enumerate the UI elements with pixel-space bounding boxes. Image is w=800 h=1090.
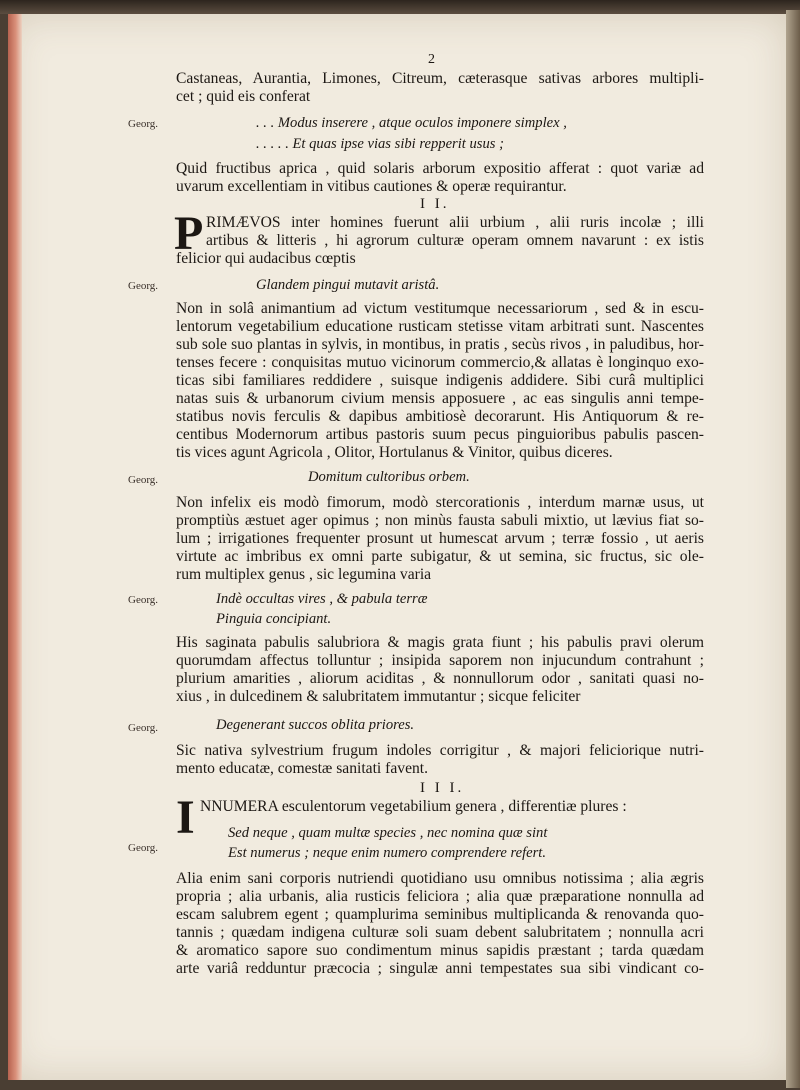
text-line: propria ; alia urbanis, alia rusticis feliciora ; alia quæ præparatione nonnulla ad — [176, 888, 704, 905]
drop-capital: I — [176, 791, 195, 844]
text-line: felicior qui audacibus cœptis — [176, 250, 356, 267]
margin-note: Georg. — [128, 722, 159, 734]
text-line: mento educatæ, comestæ sanitati favent. — [176, 760, 429, 777]
margin-note: Georg. — [128, 474, 159, 486]
text-line: cet ; quid eis conferat — [176, 88, 311, 105]
text-line: ticas sibi familiares reddidere , suisque indigenis addidere. Sibi curâ multiplici — [176, 372, 704, 389]
verse-line: Est numerus ; neque enim numero comprendere refert. — [228, 845, 547, 861]
red-page-edge — [8, 14, 22, 1080]
text-line: Castaneas, Aurantia, Limones, Citreum, cæterasque sativas arbores multipli- — [176, 70, 704, 87]
verse-line: Degenerant succos oblita priores. — [216, 717, 415, 733]
text-line: Quid fructibus aprica , quid solaris arborum expositio afferat : quot variæ ad — [176, 160, 704, 177]
text-line: artibus & litteris , hi agrorum culturæ operam omnem navarunt : ex istis — [206, 232, 704, 249]
text-line: & aromatico sapore suo condimentum minus sapidis præstant ; tarda quædam — [176, 942, 704, 959]
verse-line: . . . . . Et quas ipse vias sibi repperit usus ; — [256, 136, 504, 152]
text-line: xius , in dulcedinem & salubritatem immutantur ; sicque feliciter — [176, 688, 581, 705]
text-line: natas suis & urbanorum civium mensis apposuere , ac eas singulis anni tempe- — [176, 390, 704, 407]
verse-line: Domitum cultoribus orbem. — [308, 469, 470, 485]
section-heading: I I I. — [420, 780, 465, 796]
verse-line: . . . Modus inserere , atque oculos imponere simplex , — [256, 115, 567, 131]
right-page-edge — [786, 10, 800, 1088]
text-line: tis vices agunt Agricola , Olitor, Hortulanus & Vinitor, quibus diceres. — [176, 444, 613, 461]
margin-note: Georg. — [128, 594, 159, 606]
verse-line: Sed neque , quam multæ species , nec nomina quæ sint — [228, 825, 548, 841]
text-line: centibus Modernorum artibus pastoris suum pecus pinguioribus pabulis pascen- — [176, 426, 704, 443]
verse-line: Indè occultas vires , & pabula terræ — [216, 591, 428, 607]
text-line: Alia enim sani corporis nutriendi quotidiano usu omnibus notissima ; alia ægris — [176, 870, 704, 887]
text-line: lentorum vegetabilium educatione rusticam stetisse vitam arbitrati sunt. Nascentes — [176, 318, 704, 335]
text-line: Non infelix eis modò fimorum, modò stercorationis , interdum marnæ usus, ut — [176, 494, 704, 511]
text-line: NNUMERA esculentorum vegetabilium genera , differentiæ plures : — [200, 798, 627, 815]
margin-note: Georg. — [128, 280, 159, 292]
text-line: promptiùs æstuet ager opimus ; non minùs fausta sabuli mixtio, ut lævius fiat so- — [176, 512, 704, 529]
text-line: tannis ; quædam indigena culturæ soli suam debent salubritatem ; nonnulla acri — [176, 924, 704, 941]
text-line: Non in solâ animantium ad victum vestitumque necessariorum , sed & in escu- — [176, 300, 704, 317]
text-line: sub sole suo plantas in sylvis, in montibus, in pratis , secùs rivos , in paludibus, hor- — [176, 336, 704, 353]
top-binding-band — [0, 0, 800, 14]
text-line: lum ; irrigationes frequenter prosunt ut humescat arvum ; terræ fossio , ut aeris — [176, 530, 704, 547]
text-line: plurium amarities , aliorum aciditas , & nonnullorum odor , sanitati quasi no- — [176, 670, 704, 687]
page-number: 2 — [428, 52, 435, 67]
text-line: statibus novis ferculis & dapibus ambitiosè decorarunt. His Antiquorum & re- — [176, 408, 704, 425]
section-heading: I I. — [420, 196, 450, 212]
text-line: Sic nativa sylvestrium frugum indoles corrigitur , & majori feliciorique nutri- — [176, 742, 704, 759]
margin-note: Georg. — [128, 842, 159, 854]
text-line: escam salubrem egent ; quamplurima seminibus multiplicanda & renovanda quo- — [176, 906, 704, 923]
text-line: arte variâ redduntur præcocia ; singulæ anni tempestates sua sibi vindicant co- — [176, 960, 704, 977]
text-line: rum multiplex genus , sic legumina varia — [176, 566, 432, 583]
text-line: tenses fecere : conquisitas mutuo vicinorum commercio,& allatas è longinquo exo- — [176, 354, 704, 371]
text-line: His saginata pabulis salubriora & magis grata fiunt ; his pabulis pravi olerum — [176, 634, 704, 651]
margin-note: Georg. — [128, 118, 159, 130]
verse-line: Pinguia concipiant. — [216, 611, 332, 627]
text-line: virtute ac imbribus ex omni parte subigatur, & ut semina, sic fructus, sic ole- — [176, 548, 704, 565]
drop-capital: P — [174, 207, 204, 260]
text-line: quorumdam affectus tolluntur ; insipida saporem non injucundum contrahunt ; — [176, 652, 704, 669]
text-line: RIMÆVOS inter homines fuerunt alii urbium , alii ruris incolæ ; illi — [206, 214, 704, 231]
verse-line: Glandem pingui mutavit aristâ. — [256, 277, 440, 293]
text-line: uvarum excellentiam in vitibus cautiones & operæ requirantur. — [176, 178, 567, 195]
